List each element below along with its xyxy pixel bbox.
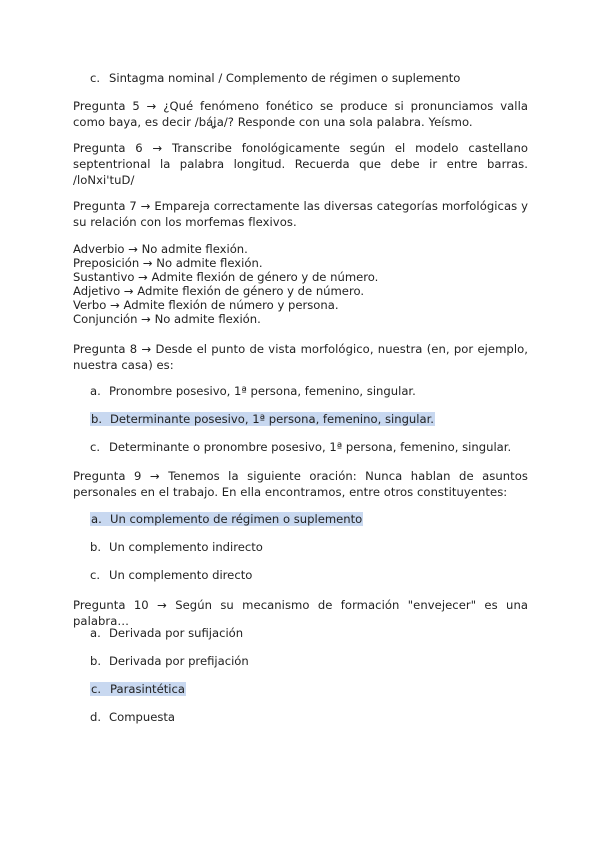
- question-9: Pregunta 9 → Tenemos la siguiente oración: Nunca hablan de asuntos personales en el trabajo. En ella encontramos, entre otros constituyentes:: [73, 469, 528, 499]
- option-marker: b.: [91, 412, 103, 426]
- q10-option-b: [90, 653, 249, 669]
- option-marker: c.: [90, 568, 101, 582]
- option-marker: b.: [90, 540, 102, 554]
- option-text: Sintagma nominal / Complemento de régimen o suplemento: [109, 71, 461, 85]
- option-text: Determinante posesivo, 1ª persona, femenino, singular.: [110, 412, 434, 426]
- q7-pair: Sustantivo → Admite flexión de género y de número.: [73, 270, 379, 284]
- selected-answer-highlight: [90, 512, 363, 526]
- option-marker: c.: [90, 440, 101, 454]
- option-marker: a.: [91, 512, 102, 526]
- question-10: Pregunta 10 → Según su mecanismo de formación "envejecer" es una palabra…: [73, 598, 528, 628]
- option-text: Un complemento directo: [109, 568, 253, 582]
- option-marker: b.: [90, 654, 102, 668]
- option-marker: a.: [90, 384, 101, 398]
- q4-option-c: [90, 70, 460, 86]
- q8-option-b: [90, 411, 435, 427]
- option-text: Pronombre posesivo, 1ª persona, femenino, singular.: [109, 384, 416, 398]
- q7-pair: Adjetivo → Admite flexión de género y de número.: [73, 284, 365, 298]
- question-7: Pregunta 7 → Empareja correctamente las diversas categorías morfológicas y su relación con los morfemas flexivos.: [73, 199, 528, 229]
- q7-pair: Verbo → Admite flexión de número y persona.: [73, 298, 339, 312]
- q7-pair: Adverbio → No admite flexión.: [73, 242, 248, 256]
- q7-pair: Preposición → No admite flexión.: [73, 256, 263, 270]
- q9-option-c: [90, 567, 252, 583]
- q8-option-a: [90, 383, 416, 399]
- q9-option-b: [90, 539, 263, 555]
- option-marker: c.: [91, 682, 102, 696]
- option-text: Parasintética: [110, 682, 185, 696]
- question-5: Pregunta 5 → ¿Qué fenómeno fonético se produce si pronunciamos valla como baya, es decir /báʝa/? Responde con una sola palabra. Yeísmo.: [73, 99, 528, 129]
- q9-option-a: [90, 511, 363, 527]
- q7-pair: Conjunción → No admite flexión.: [73, 312, 261, 326]
- option-text: Un complemento de régimen o suplemento: [110, 512, 363, 526]
- option-text: Derivada por prefijación: [109, 654, 249, 668]
- option-text: Determinante o pronombre posesivo, 1ª persona, femenino, singular.: [109, 440, 512, 454]
- q8-option-c: [90, 439, 511, 455]
- q10-option-d: [90, 709, 175, 725]
- option-text: Un complemento indirecto: [109, 540, 263, 554]
- option-marker: a.: [90, 626, 101, 640]
- question-8: Pregunta 8 → Desde el punto de vista morfológico, nuestra (en, por ejemplo, nuestra casa) es:: [73, 342, 528, 372]
- q10-option-a: [90, 625, 243, 641]
- option-marker: d.: [90, 710, 102, 724]
- option-text: Compuesta: [109, 710, 176, 724]
- option-marker: c.: [90, 71, 101, 85]
- selected-answer-highlight: [90, 682, 186, 696]
- question-6: Pregunta 6 → Transcribe fonológicamente según el modelo castellano septentrional la palabra longitud. Recuerda que debe ir entre barras. /loNxi'tuD/: [73, 141, 528, 187]
- option-text: Derivada por sufijación: [109, 626, 244, 640]
- selected-answer-highlight: [90, 412, 435, 426]
- q10-option-c: [90, 681, 186, 697]
